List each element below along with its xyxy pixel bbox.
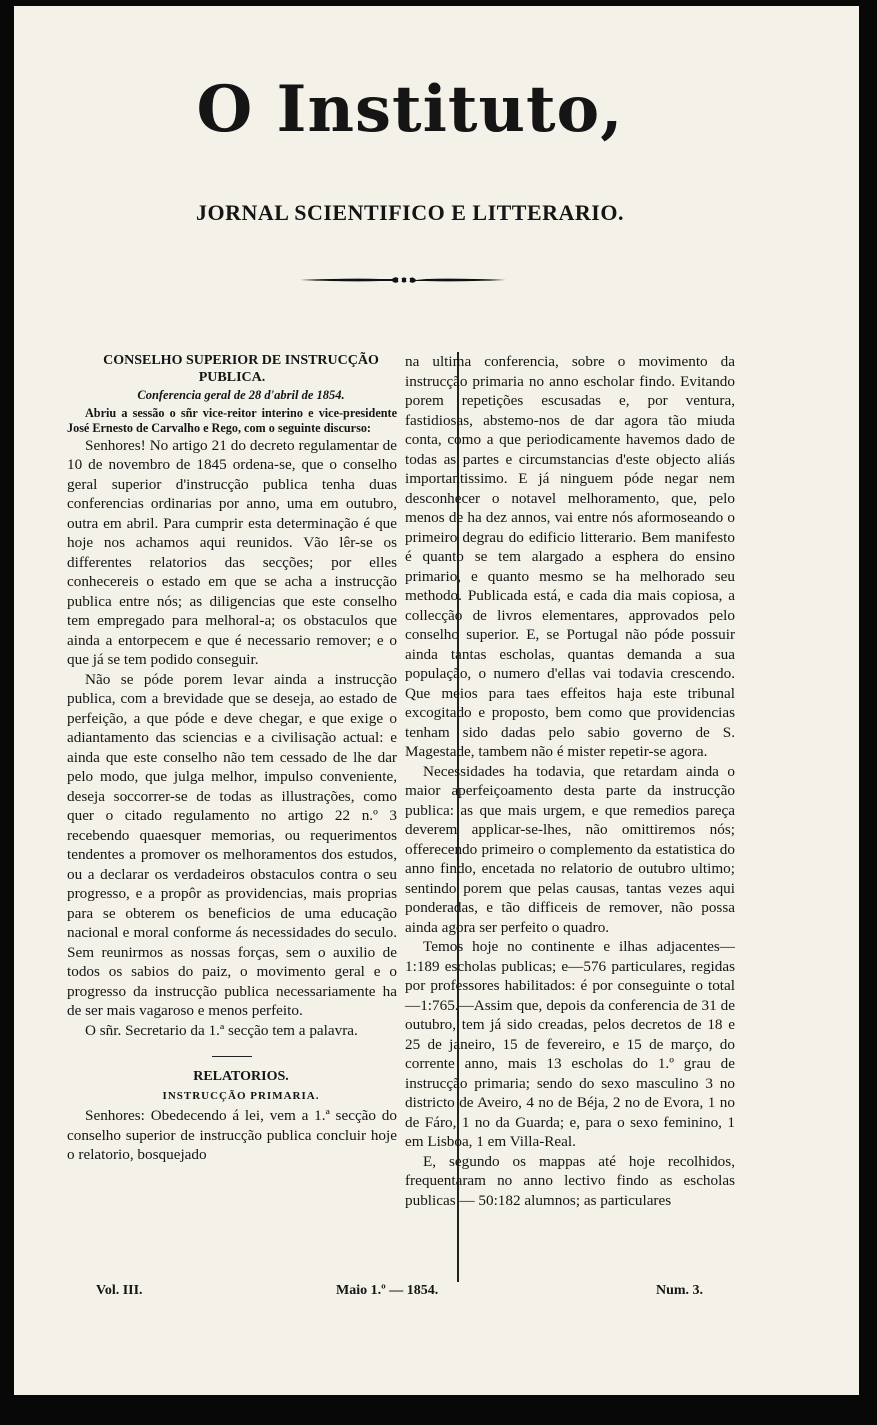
paragraph: Não se póde porem levar ainda a instrucção publica, com a brevidade que se deseja, ao estado de perfeição, a que póde e deve chegar, e que exige o adiantamento das sciencias e a civilisação actual: e ainda que este conselho não tem cessado de lhe dar pelo modo, que julga melhor, impulso conveniente, deseja soccorrer-se de todas as illustrações, como quer o citado regulamento no artigo 22 n.º 3 recebendo quaesquer memorias, ou requerimentos tendentes a promover os melhoramentos dos estudos, ou a declarar os verdadeiros obstaculos contra o seu progresso, e a propôr as providencias, mais proprias para se obterem os beneficios de uma educação nacional e moral conforme ás necessidades do seculo. Sem reunirmos as nossas forças, sem o auxilio de todos os sabios do paiz, o movimento geral e o progresso da instrucção publica necessariamente ha de ser mais vagaroso e menos perfeito. xyxy=(67,670,397,1019)
right-column xyxy=(405,352,735,1210)
paragraph: O sñr. Secretario da 1.ª secção tem a palavra. xyxy=(85,1021,358,1039)
masthead-title: O Instituto, xyxy=(196,72,624,147)
paragraph: na ultima conferencia, sobre o movimento da instrucção primaria no anno escholar findo. Evitando porem repetições escusadas e, por ventura, fastidiosas, abstemo-nos de dar agora tão miuda conta, como a que periodicamente havemos dado de todas as partes e circumstancias d'este objecto aliás importantissimo. E já ninguem póde negar nem desconhecer o notavel melhoramento, que, pelo menos de ha dez annos, vai entre nós aformoseando o primeiro degrau do edificio litterario. Bem manifesto é quanto se tem alargado a esphera do ensino primario, e quanto mesmo se ha melhorado seu methodo. Publicada está, e cada dia mais copiosa, a collecção de livros elementares, approvados pelo conselho superior. E, se Portugal não póde possuir ainda tantas escholas, quantas demanda a sua população, o numero d'ellas vai todavia crescendo. Que meios para taes effeitos haja este tribunal excogitado e proposto, bem como que providencias tenham sido dadas pelo sabio governo de S. Magestade, tambem não é mister repetir-se agora. xyxy=(405,353,735,760)
paragraph: Senhores: Obedecendo á lei, vem a 1.ª secção do conselho superior de instrucção publica concluir hoje o relatorio, bosquejado xyxy=(67,1107,397,1163)
page-footer xyxy=(60,1283,760,1303)
article-subheading: Conferencia geral de 28 d'abril de 1854. xyxy=(137,388,345,402)
paragraph: Necessidades ha todavia, que retardam ainda o maior aperfeiçoamento desta parte da instrucção publica: as que mais urgem, e que remedios pareça deverem applicar-se-lhes, não omittiremos nós; offerecendo primeiro o complemento da estatistica do anno findo, encetada no relatorio de outubro ultimo; sentindo porem que pelas causas, tantas vezes aqui ponderadas, e tão difficeis de remover, não possa ainda agora ser perfeito o quadro. xyxy=(405,762,735,936)
section-divider xyxy=(212,1056,252,1057)
footer-number: Num. 3. xyxy=(656,1283,704,1298)
paragraph: Senhores! No artigo 21 do decreto regulamentar de 10 de novembro de 1845 ordena-se, que o conselho geral superior d'instrucção publica tenha duas conferencias ordinarias por anno, uma em outubro, outra em abril. Para cumprir esta determinação é que hoje nos achamos aqui reunidos. Vão lêr-se os differentes relatorios das secções; por elles conhecereis o estado em que se acha a instrucção publica entre nós; as diligencias que este conselho tem empregado para melhoral-a; os obstaculos que ainda a entorpecem e que é necessario remover; e o que já se tem podido conseguir. xyxy=(67,436,397,668)
ornament-divider xyxy=(300,274,506,286)
footer-volume: Vol. III. xyxy=(96,1283,143,1298)
article-intro: Abriu a sessão o sñr vice-reitor interino e vice-presidente José Ernesto de Carvalho e Rego, com o seguinte discurso: xyxy=(67,405,397,435)
article-heading: CONSELHO SUPERIOR DE INSTRUCÇÃO PUBLICA. xyxy=(103,353,379,385)
footer-date: Maio 1.º — 1854. xyxy=(336,1283,439,1298)
left-column xyxy=(67,352,397,1165)
section-title: RELATORIOS. xyxy=(193,1069,289,1084)
paragraph: Temos hoje no continente e ilhas adjacentes—1:189 escholas publicas; e—576 particulares, regidas por professores habilitados: é por conseguinte o total—1:765.—Assim que, depois da conferencia de 31 de outubro, tem já sido creadas, pelos decretos de 18 e 25 de janeiro, 15 de fevereiro, e 15 de março, do corrente anno, mais 13 escholas do 1.º grau de instrucção primaria; sendo do sexo masculino 3 no districto de Aveiro, 4 no de Béja, 2 no de Evora, 1 no de Fáro, 1 no da Guarda; e, para o sexo feminino, 1 em Lisboa, 1 em Villa-Real. xyxy=(405,938,735,1150)
paragraph: E, segundo os mappas até hoje recolhidos, frequentaram no anno lectivo findo as escholas publicas — 50:182 alumnos; as particulares xyxy=(405,1152,735,1209)
masthead-subtitle: JORNAL SCIENTIFICO E LITTERARIO. xyxy=(196,200,624,225)
section-subtitle: INSTRUCÇÃO PRIMARIA. xyxy=(162,1089,320,1102)
